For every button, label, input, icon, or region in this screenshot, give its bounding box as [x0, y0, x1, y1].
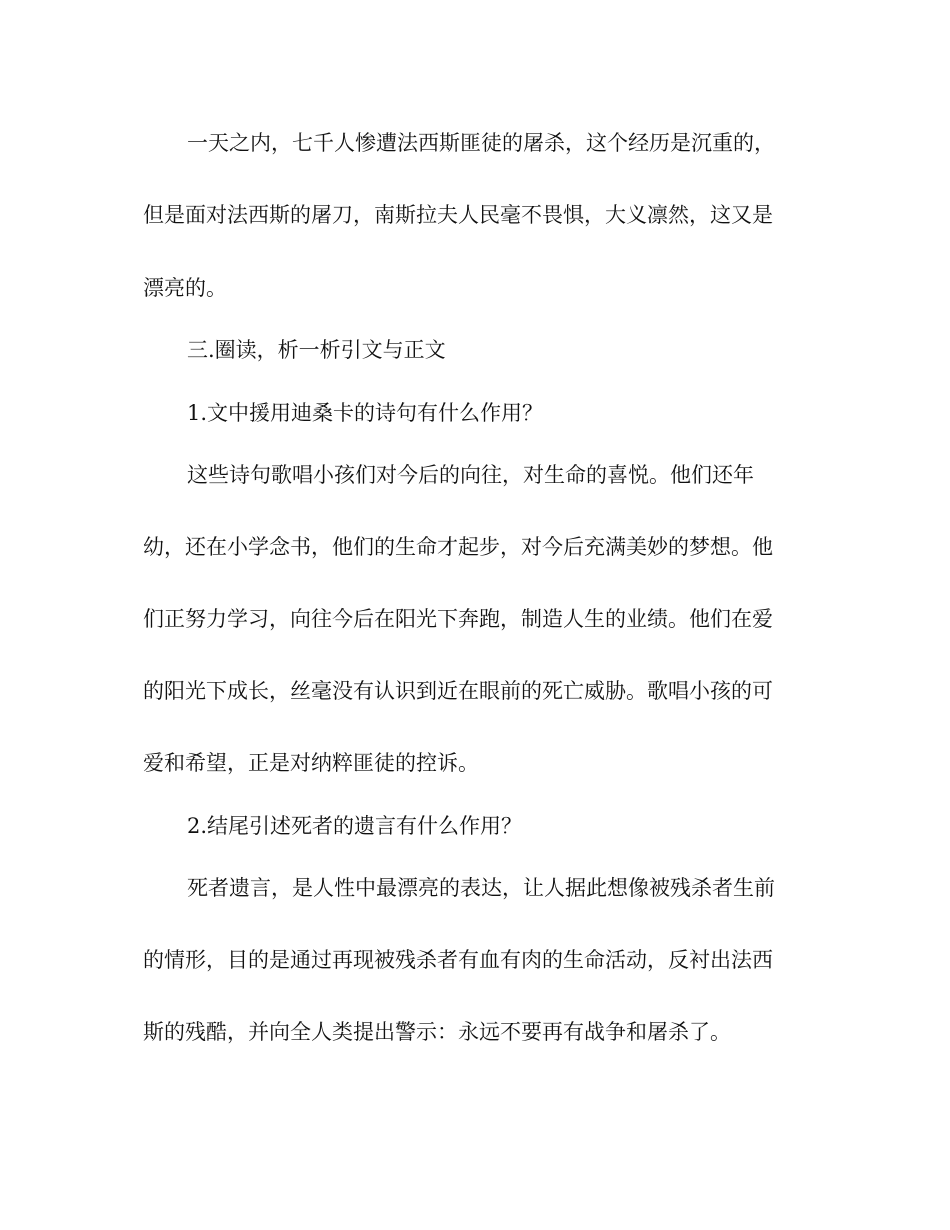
paragraph-line: 斯的残酷，并向全人类提出警示：永远不要再有战争和屠杀了。 [143, 1020, 731, 1044]
paragraph-line: 爱和希望，正是对纳粹匪徒的控诉。 [143, 751, 479, 775]
section-heading: 三.圈读，析一析引文与正文 [187, 338, 446, 362]
paragraph-line: 们正努力学习，向往今后在阳光下奔跑，制造人生的业绩。他们在爱 [143, 607, 773, 631]
paragraph-line: 死者遗言，是人性中最漂亮的表达，让人据此想像被残杀者生前 [187, 876, 775, 900]
paragraph-line: 一天之内，七千人惨遭法西斯匪徒的屠杀，这个经历是沉重的， [187, 131, 775, 155]
paragraph-line: 漂亮的。 [143, 276, 227, 300]
paragraph-line: 这些诗句歌唱小孩们对今后的向往，对生命的喜悦。他们还年 [187, 463, 754, 487]
question-heading: 2.结尾引述死者的遗言有什么作用？ [187, 814, 523, 838]
paragraph-line: 但是面对法西斯的屠刀，南斯拉夫人民毫不畏惧，大义凛然，这又是 [143, 203, 773, 227]
question-heading: 1.文中援用迪桑卡的诗句有什么作用？ [187, 401, 544, 425]
paragraph-line: 的阳光下成长，丝毫没有认识到近在眼前的死亡威胁。歌唱小孩的可 [143, 679, 773, 703]
paragraph-line: 的情形，目的是通过再现被残杀者有血有肉的生命活动，反衬出法西 [143, 948, 773, 972]
paragraph-line: 幼，还在小学念书，他们的生命才起步，对今后充满美妙的梦想。他 [143, 535, 773, 559]
